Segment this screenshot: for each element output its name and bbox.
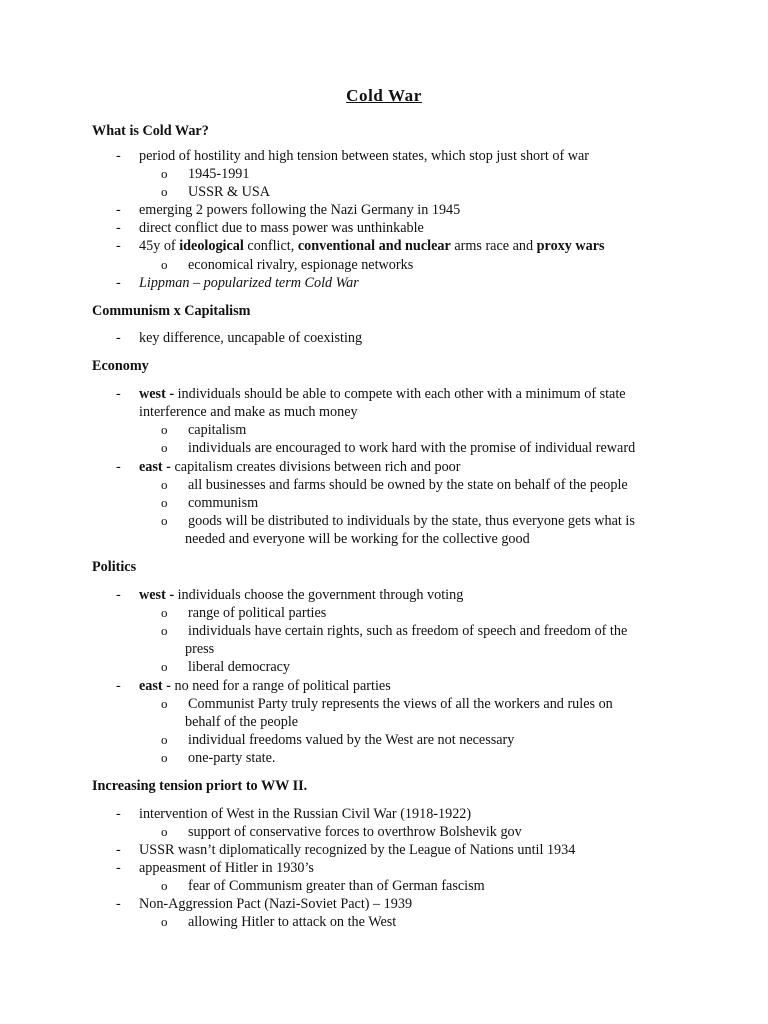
list-item-text: intervention of West in the Russian Civil War (1918-1922): [139, 806, 472, 822]
sub-list-item-text: support of conservative forces to overthrow Bolshevik gov: [188, 824, 522, 840]
heading-increasing-tension: Increasing tension priort to WW II.: [92, 778, 308, 794]
sub-list-item-text: allowing Hitler to attack on the West: [188, 914, 397, 930]
sub-list-item-text: Communist Party truly represents the views of all the workers and rules on: [188, 696, 613, 712]
sub-list-item-text: individuals have certain rights, such as freedom of speech and freedom of the: [188, 623, 628, 639]
list-item-text: [139, 237, 605, 255]
sub-list-item-text: liberal democracy: [188, 659, 291, 675]
circle-marker: o: [161, 422, 168, 437]
dash-marker: -: [116, 330, 121, 346]
circle-marker: o: [161, 477, 168, 492]
circle-marker: o: [161, 166, 168, 181]
circle-marker: o: [161, 623, 168, 638]
dash-marker: -: [116, 238, 121, 254]
sub-list-item-text: all businesses and farms should be owned by the state on behalf of the people: [188, 477, 628, 493]
heading-politics: Politics: [92, 559, 137, 575]
text-run: conflict,: [243, 238, 298, 254]
text-run: capitalism creates divisions between rich and poor: [170, 459, 461, 475]
bold-text-run: east -: [139, 678, 171, 694]
text-run: individuals choose the government through voting: [174, 587, 464, 603]
circle-marker: o: [161, 878, 168, 893]
circle-marker: o: [161, 513, 168, 528]
circle-marker: o: [161, 257, 168, 272]
heading-economy: Economy: [92, 358, 149, 374]
text-run: no need for a range of political parties: [170, 678, 391, 694]
list-item-text: [139, 385, 626, 403]
heading-what-is-cold-war: What is Cold War?: [92, 123, 209, 139]
sub-list-item-continuation: behalf of the people: [185, 714, 299, 730]
sub-list-item-text: fear of Communism greater than of German fascism: [188, 878, 485, 894]
bold-text-run: west -: [139, 386, 175, 402]
circle-marker: o: [161, 696, 168, 711]
page-title: Cold War: [346, 86, 422, 105]
list-item-text: period of hostility and high tension between states, which stop just short of war: [139, 148, 589, 164]
dash-marker: -: [116, 148, 121, 164]
list-item-text: Non-Aggression Pact (Nazi-Soviet Pact) – 1939: [139, 896, 413, 912]
list-item-text: USSR wasn’t diplomatically recognized by the League of Nations until 1934: [139, 842, 576, 858]
circle-marker: o: [161, 440, 168, 455]
dash-marker: -: [116, 896, 121, 912]
heading-communism-x-capitalism: Communism x Capitalism: [92, 303, 251, 319]
sub-list-item-continuation: needed and everyone will be working for the collective good: [185, 531, 530, 547]
sub-list-item-text: USSR & USA: [188, 184, 271, 200]
list-item-text: appeasment of Hitler in 1930’s: [139, 860, 314, 876]
text-run: individuals should be able to compete with each other with a minimum of state: [174, 386, 626, 402]
sub-list-item-text: 1945-1991: [188, 166, 250, 182]
sub-list-item-text: one-party state.: [188, 750, 276, 766]
circle-marker: o: [161, 605, 168, 620]
circle-marker: o: [161, 184, 168, 199]
dash-marker: -: [116, 842, 121, 858]
dash-marker: -: [116, 202, 121, 218]
bold-text-run: east -: [139, 459, 171, 475]
sub-list-item-text: economical rivalry, espionage networks: [188, 257, 414, 273]
list-item-text: [139, 458, 461, 476]
bold-text-run: west -: [139, 587, 175, 603]
sub-list-item-text: communism: [188, 495, 259, 511]
circle-marker: o: [161, 732, 168, 747]
dash-marker: -: [116, 587, 121, 603]
sub-list-item-continuation: press: [185, 641, 215, 657]
circle-marker: o: [161, 750, 168, 765]
text-run: 45y of: [139, 238, 180, 254]
sub-list-item-text: capitalism: [188, 422, 247, 438]
bold-text-run: conventional and nuclear: [297, 238, 451, 254]
list-item-text: direct conflict due to mass power was unthinkable: [139, 220, 424, 236]
dash-marker: -: [116, 275, 121, 291]
dash-marker: -: [116, 860, 121, 876]
sub-list-item-text: goods will be distributed to individuals by the state, thus everyone gets what is: [188, 513, 635, 529]
sub-list-item-text: range of political parties: [188, 605, 327, 621]
list-item-continuation: interference and make as much money: [139, 404, 358, 420]
list-item-text: [139, 677, 391, 695]
dash-marker: -: [116, 806, 121, 822]
circle-marker: o: [161, 495, 168, 510]
text-run: arms race and: [450, 238, 537, 254]
dash-marker: -: [116, 386, 121, 402]
sub-list-item-text: individuals are encouraged to work hard with the promise of individual reward: [188, 440, 636, 456]
circle-marker: o: [161, 914, 168, 929]
circle-marker: o: [161, 659, 168, 674]
list-item-text: [139, 586, 463, 604]
dash-marker: -: [116, 459, 121, 475]
dash-marker: -: [116, 678, 121, 694]
circle-marker: o: [161, 824, 168, 839]
list-item-text: Lippman – popularized term Cold War: [139, 275, 359, 291]
list-item-text: emerging 2 powers following the Nazi Germany in 1945: [139, 202, 461, 218]
sub-list-item-text: individual freedoms valued by the West are not necessary: [188, 732, 515, 748]
dash-marker: -: [116, 220, 121, 236]
bold-text-run: ideological: [179, 238, 244, 254]
bold-text-run: proxy wars: [536, 238, 605, 254]
list-item-text: key difference, uncapable of coexisting: [139, 330, 363, 346]
